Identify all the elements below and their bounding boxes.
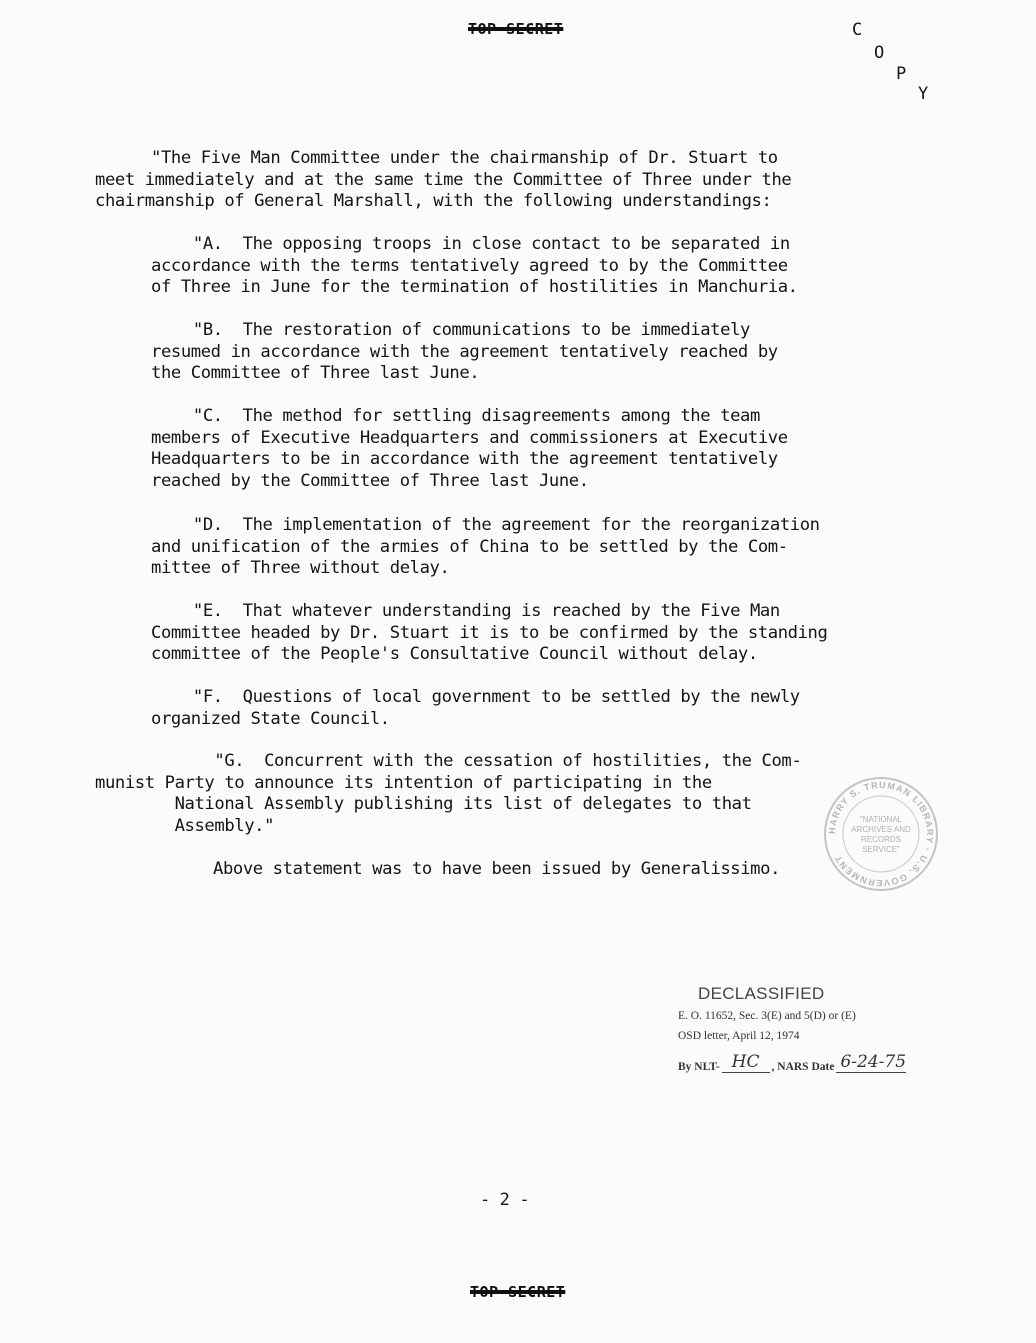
svg-text:"NATIONAL: "NATIONAL — [859, 815, 903, 824]
text-line: the Committee of Three last June. — [151, 363, 480, 383]
item-f — [151, 687, 800, 730]
text-line: munist Party to announce its intention of participating in the — [95, 772, 712, 793]
handwritten-initials: HC — [722, 1052, 770, 1073]
declassified-heading: DECLASSIFIED — [698, 984, 825, 1003]
intro-paragraph — [95, 148, 791, 213]
text-line: mittee of Three without delay. — [151, 558, 450, 578]
svg-text:RECORDS: RECORDS — [860, 835, 902, 844]
item-e — [151, 601, 827, 666]
copy-letter-p: P — [896, 64, 906, 84]
copy-letter-o: O — [874, 43, 884, 63]
text-line: "F. Questions of local government to be settled by the newly — [173, 687, 800, 707]
svg-text:SERVICE": SERVICE" — [862, 845, 900, 854]
text-line: meet immediately and at the same time the Committee of Three under the — [95, 169, 792, 190]
item-g — [95, 751, 801, 837]
page-number: - 2 - — [480, 1190, 530, 1210]
by-label: By NLT- — [678, 1061, 720, 1073]
text-line: accordance with the terms tentatively agreed to by the Committee — [151, 255, 788, 276]
text-line: resumed in accordance with the agreement tentatively reached by — [151, 341, 778, 362]
item-a — [151, 234, 798, 299]
bottom-classification-marking: TOP SECRET — [470, 1283, 566, 1301]
text-line: reached by the Committee of Three last June. — [151, 470, 589, 491]
handwritten-date: 6-24-75 — [836, 1052, 906, 1073]
declassification-authority: E. O. 11652, Sec. 3(E) and 5(D) or (E) — [678, 1010, 856, 1022]
text-line: "E. That whatever understanding is reached by the Five Man — [173, 601, 780, 621]
item-c — [151, 406, 788, 492]
library-seal-stamp — [822, 775, 940, 893]
svg-text:ARCHIVES AND: ARCHIVES AND — [851, 825, 911, 834]
top-classification-marking: TOP SECRET — [468, 20, 564, 38]
closing-statement — [213, 859, 780, 881]
declassification-block — [678, 984, 958, 1073]
text-line: Above statement was to have been issued by Generalissimo. — [213, 859, 781, 879]
text-line: Headquarters to be in accordance with the agreement tentatively — [151, 449, 778, 469]
text-line: National Assembly publishing its list of delegates to that — [95, 794, 752, 814]
text-line: chairmanship of General Marshall, with the following understandings: — [95, 191, 772, 211]
text-line: "G. Concurrent with the cessation of hostilities, the Com- — [95, 751, 802, 771]
text-line: members of Executive Headquarters and commissioners at Executive — [151, 427, 788, 448]
item-d — [151, 515, 820, 580]
text-line: "B. The restoration of communications to be immediately — [173, 320, 750, 340]
declassification-signoff — [678, 1052, 958, 1073]
nars-label: , NARS Date — [771, 1061, 835, 1073]
text-line: Assembly." — [95, 815, 275, 836]
text-line: "D. The implementation of the agreement for the reorganization — [173, 515, 820, 535]
text-line: "C. The method for settling disagreements among the team — [173, 406, 760, 426]
declassification-letter: OSD letter, April 12, 1974 — [678, 1030, 800, 1042]
text-line: of Three in June for the termination of hostilities in Manchuria. — [151, 277, 798, 297]
copy-letter-c: C — [852, 20, 862, 40]
text-line: and unification of the armies of China to be settled by the Com- — [151, 536, 788, 557]
text-line: Committee headed by Dr. Stuart it is to be confirmed by the standing — [151, 622, 828, 643]
text-line: "A. The opposing troops in close contact to be separated in — [173, 234, 790, 254]
svg-text:HARRY S. TRUMAN LIBRARY · U.S.: HARRY S. TRUMAN LIBRARY · U.S. GOVERNMENT — [826, 779, 936, 889]
text-line: organized State Council. — [151, 708, 390, 729]
text-line: committee of the People's Consultative Council without delay. — [151, 644, 758, 664]
item-b — [151, 320, 778, 385]
copy-letter-y: Y — [918, 84, 928, 104]
text-line: "The Five Man Committee under the chairmanship of Dr. Stuart to — [151, 148, 778, 168]
